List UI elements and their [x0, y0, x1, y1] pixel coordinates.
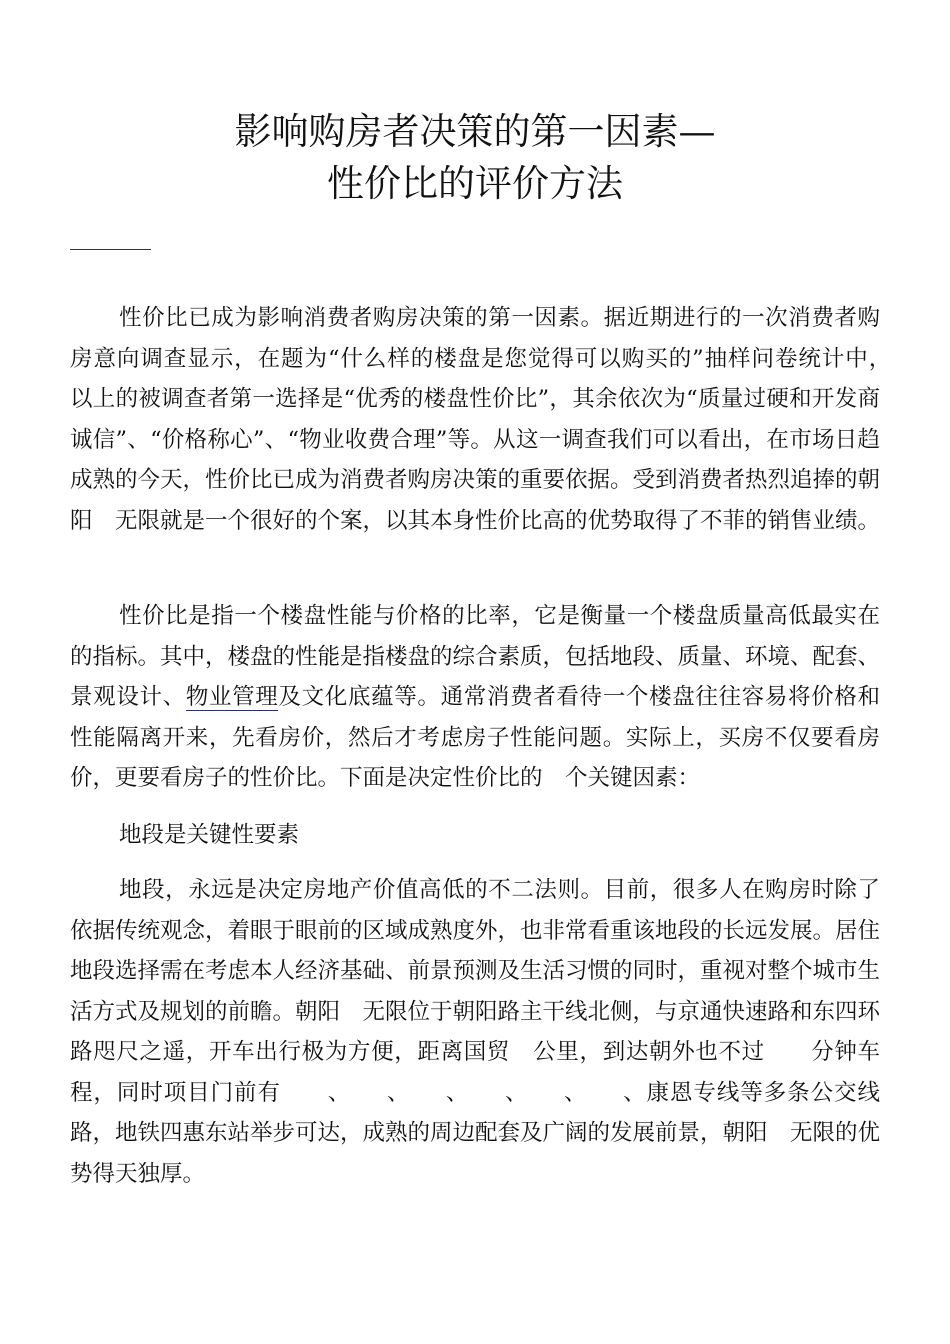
title-line-1: 影响购房者决策的第一因素— [234, 110, 716, 153]
title-line-2: 性价比的评价方法 [327, 162, 623, 205]
paragraph-1 [70, 298, 926, 541]
paragraph-2-after-link: 及文化底蕴等。通常消费者看待一个楼盘往往容易将价格和性能隔离开来，先看房价，然后才考虑房子性能问题。实际上，买房不仅要看房价，更要看房子的性价比。下面是决定性价比的 个关键因素： [70, 684, 880, 791]
paragraph-3 [70, 870, 880, 1194]
paragraph-2-text [70, 596, 880, 799]
property-management-link[interactable]: 物业管理 [185, 684, 279, 710]
section-heading: 地段是关键性要素 [119, 822, 300, 848]
page-title [0, 107, 950, 209]
paragraph-3-text: 地段，永远是决定房地产价值高低的不二法则。目前，很多人在购房时除了依据传统观念，着眼于眼前的区域成熟度外，也非常看重该地段的长远发展。居住地段选择需在考虑本人经济基础、前景预测及生活习惯的同时，重视对整个城市生活方式及规划的前瞻。朝阳 无限位于朝阳路主干线北侧，与京通快速路和东四环路咫尺之遥，开车出行极为方便，距离国贸 公里，到达朝外也不过 分钟车程，同时项目门前有 、 、 、 、 、 、康恩专线等多条公交线路，地铁四惠东站举步可达，成熟的周边配套及广阔的发展前景，朝阳 无限的优势得天独厚。 [70, 877, 881, 1187]
paragraph-2-before-link: 性价比是指一个楼盘性能与价格的比率，它是衡量一个楼盘质量高低最实在的指标。其中，楼盘的性能是指楼盘的综合素质，包括地段、质量、环境、配套、景观设计、 [70, 603, 881, 710]
paragraph-1-text: 性价比已成为影响消费者购房决策的第一因素。据近期进行的一次消费者购房意向调查显示，在题为“什么样的楼盘是您觉得可以购买的”抽样问卷统计中， 以上的被调查者第一选择是“优秀的楼盘性价比”，其余依次为“质量过硬和开发商诚信”、“价格称心”、“物业收费合理”等。从这一调查我们可以看出，在市场日趋成熟的今天，性价比已成为消费者购房决策的重要依据。受到消费者热烈追捧的朝阳 无限就是一个很好的个案，以其本身性价比高的优势取得了不菲的销售业绩。 [70, 305, 926, 534]
paragraph-2 [70, 596, 880, 799]
title-divider [70, 249, 151, 250]
